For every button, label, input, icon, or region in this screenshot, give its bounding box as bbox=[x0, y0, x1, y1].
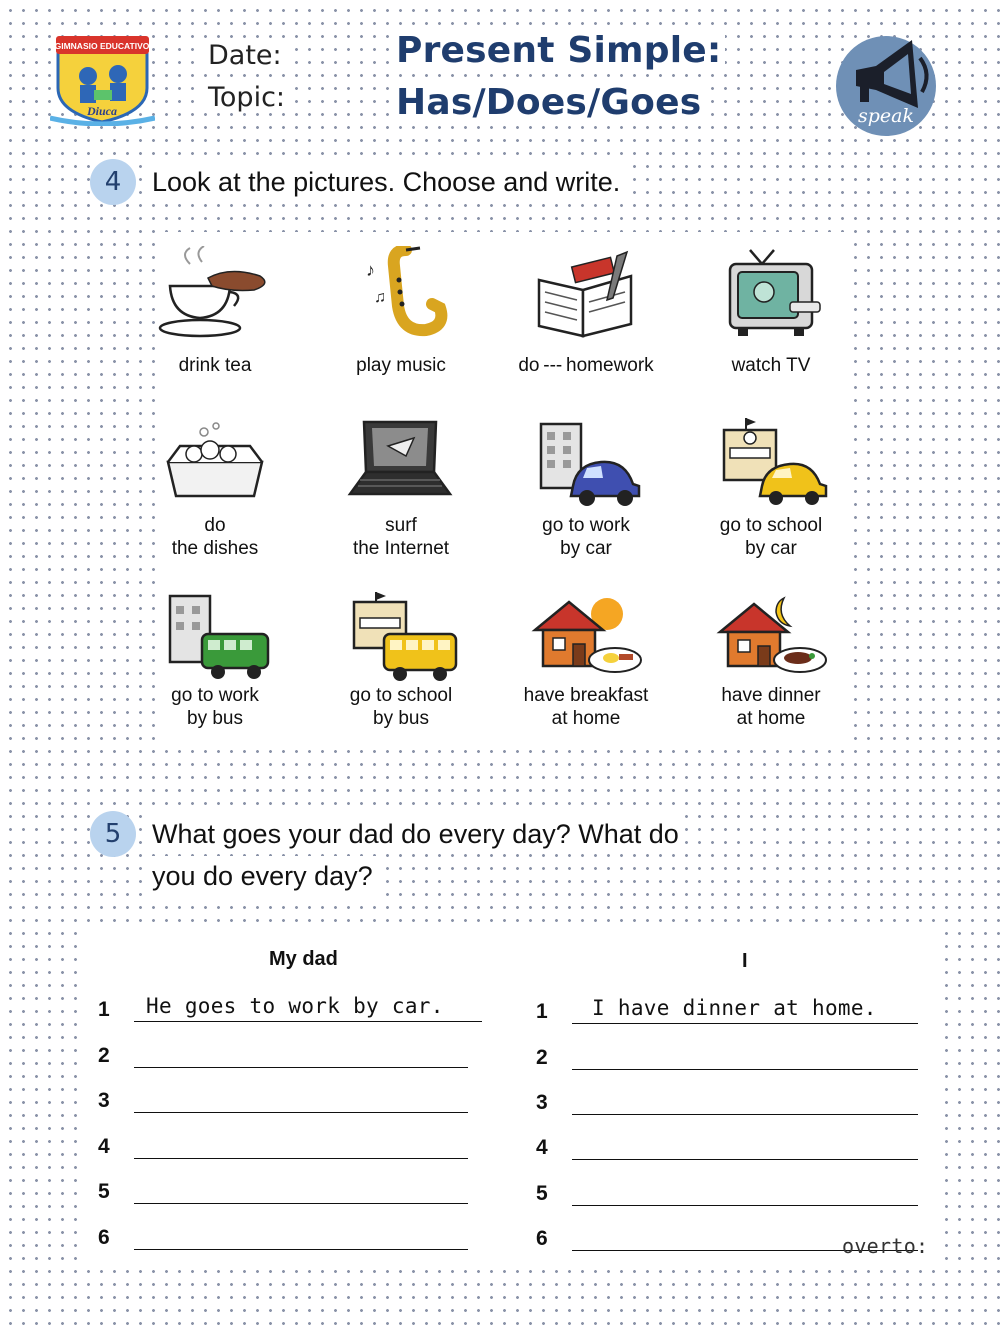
caption-line-1: surf bbox=[385, 515, 417, 536]
caption-line-1: go to school bbox=[349, 685, 453, 706]
caption-line-1: do bbox=[204, 515, 226, 536]
teacup-icon bbox=[150, 246, 280, 341]
left-row-number-2: 2 bbox=[98, 1044, 110, 1067]
caption-line-1: go to school bbox=[719, 515, 823, 536]
caption-line-2: by bus bbox=[373, 708, 429, 729]
picture-cell-do-dishes bbox=[130, 408, 300, 578]
svg-text:♫: ♫ bbox=[374, 289, 386, 306]
picture-cell-play-music bbox=[316, 238, 486, 408]
picture-cell-school-by-bus bbox=[316, 582, 486, 752]
caption-line-1: watch TV bbox=[731, 355, 811, 376]
right-answer-line-3[interactable] bbox=[572, 1087, 918, 1115]
right-answer-line-4[interactable] bbox=[572, 1132, 918, 1160]
title-line-2: Has/Does/Goes bbox=[392, 82, 705, 123]
caption-line-2: at home bbox=[736, 708, 806, 729]
caption-line-2: the Internet bbox=[352, 538, 450, 559]
footer-fragment: overto: bbox=[842, 1234, 929, 1258]
left-answer-line-1[interactable] bbox=[134, 994, 482, 1022]
caption-line-2: by car bbox=[560, 538, 612, 559]
speak-label: speak bbox=[858, 105, 914, 127]
house-dinner-icon bbox=[706, 590, 836, 685]
left-row-number-1: 1 bbox=[98, 998, 110, 1021]
right-row-number-1: 1 bbox=[536, 1000, 548, 1023]
school-logo bbox=[50, 30, 155, 126]
laptop-icon bbox=[336, 416, 466, 511]
caption-line-1: have breakfast bbox=[523, 685, 649, 706]
picture-cell-work-by-car bbox=[501, 408, 671, 578]
left-answer-line-2[interactable] bbox=[134, 1040, 468, 1068]
svg-text:♪: ♪ bbox=[366, 260, 375, 280]
date-label: Date: bbox=[204, 40, 286, 71]
picture-cell-breakfast-at-home bbox=[501, 582, 671, 752]
saxophone-icon bbox=[336, 246, 466, 341]
left-answer-line-5[interactable] bbox=[134, 1176, 468, 1204]
section-4-instruction: Look at the pictures. Choose and write. bbox=[148, 162, 624, 202]
school-car-icon bbox=[706, 416, 836, 511]
dishes-sink-icon bbox=[150, 416, 280, 511]
speak-badge bbox=[828, 28, 944, 136]
left-row-number-6: 6 bbox=[98, 1226, 110, 1249]
caption-line-1: have dinner bbox=[721, 685, 821, 706]
writing-table bbox=[80, 932, 940, 1260]
logo-text-top: GIMNASIO EDUCATIVO bbox=[54, 41, 150, 51]
left-answer-text-1: He goes to work by car. bbox=[146, 994, 444, 1018]
picture-cell-surf-internet bbox=[316, 408, 486, 578]
section-4-number: 4 bbox=[90, 159, 136, 205]
column-header-i: I bbox=[742, 950, 748, 972]
office-car-icon bbox=[521, 416, 651, 511]
topic-label: Topic: bbox=[204, 82, 289, 113]
caption-line-1: do --- homework bbox=[518, 355, 654, 376]
house-breakfast-icon bbox=[521, 590, 651, 685]
left-row-number-3: 3 bbox=[98, 1089, 110, 1112]
caption-line-1: play music bbox=[356, 355, 446, 376]
homework-book-icon bbox=[521, 246, 651, 341]
left-row-number-4: 4 bbox=[98, 1135, 110, 1158]
left-answer-line-3[interactable] bbox=[134, 1085, 468, 1113]
logo-text-bottom: Diuca bbox=[87, 104, 117, 118]
right-answer-text-1: I have dinner at home. bbox=[592, 996, 877, 1020]
right-row-number-4: 4 bbox=[536, 1136, 548, 1159]
title-line-1: Present Simple: bbox=[392, 30, 725, 71]
section-5-instruction-line-2: you do every day? bbox=[148, 856, 377, 896]
right-row-number-2: 2 bbox=[536, 1046, 548, 1069]
caption-line-1: drink tea bbox=[178, 355, 252, 376]
right-row-number-6: 6 bbox=[536, 1227, 548, 1250]
television-icon bbox=[706, 246, 836, 341]
caption-line-2: by car bbox=[745, 538, 797, 559]
office-bus-icon bbox=[150, 590, 280, 685]
right-answer-line-5[interactable] bbox=[572, 1178, 918, 1206]
picture-cell-do-homework bbox=[501, 238, 671, 408]
caption-line-1: go to work bbox=[542, 515, 630, 536]
section-5-number: 5 bbox=[90, 811, 136, 857]
right-answer-line-2[interactable] bbox=[572, 1042, 918, 1070]
right-answer-line-1[interactable] bbox=[572, 996, 918, 1024]
picture-cell-dinner-at-home bbox=[686, 582, 856, 752]
right-row-number-5: 5 bbox=[536, 1182, 548, 1205]
picture-cell-school-by-car bbox=[686, 408, 856, 578]
right-row-number-3: 3 bbox=[536, 1091, 548, 1114]
column-header-my-dad: My dad bbox=[269, 948, 338, 970]
picture-cell-drink-tea bbox=[130, 238, 300, 408]
caption-line-2: at home bbox=[551, 708, 621, 729]
picture-grid bbox=[158, 232, 844, 744]
caption-line-2: by bus bbox=[187, 708, 243, 729]
section-5-instruction-line-1: What goes your dad do every day? What do bbox=[148, 814, 683, 854]
caption-line-2: the dishes bbox=[171, 538, 259, 559]
school-bus-icon bbox=[336, 590, 466, 685]
left-answer-line-6[interactable] bbox=[134, 1222, 468, 1250]
caption-line-1: go to work bbox=[171, 685, 259, 706]
picture-cell-watch-tv bbox=[686, 238, 856, 408]
picture-cell-work-by-bus bbox=[130, 582, 300, 752]
left-row-number-5: 5 bbox=[98, 1180, 110, 1203]
left-answer-line-4[interactable] bbox=[134, 1131, 468, 1159]
